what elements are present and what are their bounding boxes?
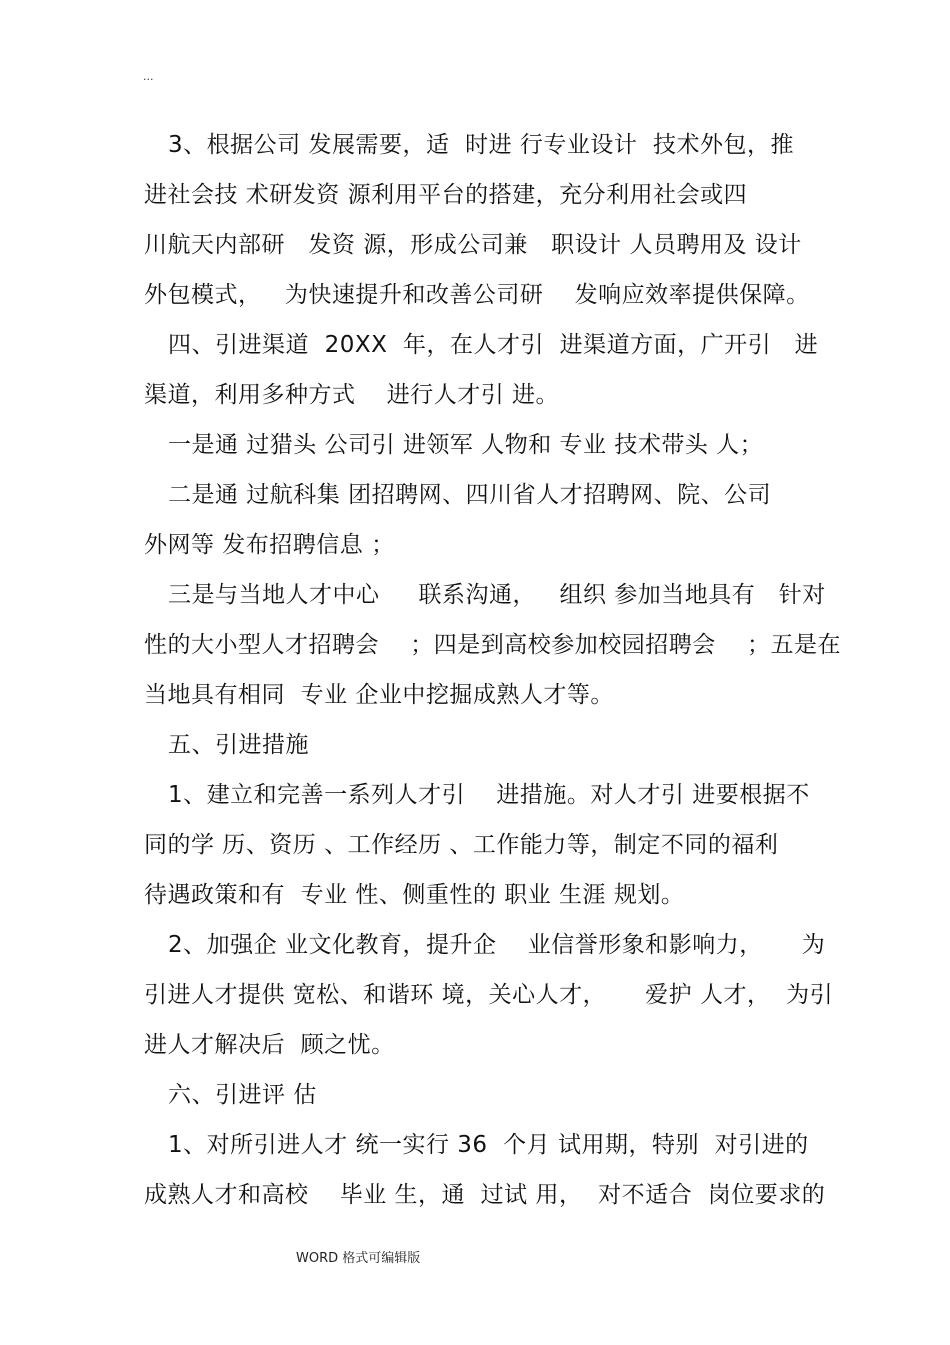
text-line: 一是通 过猎头 公司引 进领军 人物和 专业 技术带头 人； (168, 432, 764, 458)
text-line: 进人才解决后 顾之忧。 (144, 1032, 395, 1058)
text-line: 1、建立和完善一系列人才引 进措施。对人才引 进要根据不 (168, 782, 810, 808)
text-line: 性的大小型人才招聘会 ；四是到高校参加校园招聘会 ；五是在 (144, 632, 841, 658)
page-footer: WORD 格式可编辑版 (296, 1251, 421, 1266)
text-line: 外包模式， 为快速提升和改善公司研 发响应效率提供保障。 (144, 282, 810, 308)
page-header-mark: ... (143, 70, 154, 83)
section-heading-evaluation: 六、引进评 估 (168, 1082, 317, 1108)
text-line: 3、根据公司 发展需要，适 时进 行专业设计 技术外包，推 (168, 132, 794, 158)
section-heading-measures: 五、引进措施 (168, 732, 309, 758)
text-line: 进社会技 术研发资 源利用平台的搭建，充分利用社会或四 (144, 182, 748, 208)
text-line: 三是与当地人才中心 联系沟通， 组织 参加当地具有 针对 (168, 582, 826, 608)
text-line: 外网等 发布招聘信息 ； (144, 532, 395, 558)
text-line: 渠道，利用多种方式 进行人才引 进。 (144, 382, 560, 408)
text-line: 同的学 历、资历 、工作经历 、工作能力等，制定不同的福利 (144, 832, 779, 858)
text-line: 成熟人才和高校 毕业 生，通 过试 用， 对不适合 岗位要求的 (144, 1182, 826, 1208)
text-line: 二是通 过航科集 团招聘网、四川省人才招聘网、院、公司 (168, 482, 772, 508)
document-body (144, 120, 841, 1220)
text-line: 待遇政策和有 专业 性、侧重性的 职业 生涯 规划。 (144, 882, 685, 908)
text-line: 引进人才提供 宽松、和谐环 境，关心人才， 爱护 人才， 为引 (144, 982, 834, 1008)
text-line: 1、对所引进人才 统一实行 36 个月 试用期，特别 对引进的 (168, 1132, 809, 1158)
text-line: 当地具有相同 专业 企业中挖掘成熟人才等。 (144, 682, 614, 708)
section-heading-channels: 四、引进渠道 20XX 年，在人才引 进渠道方面，广开引 进 (168, 332, 819, 358)
text-line: 2、加强企 业文化教育，提升企 业信誉形象和影响力， 为 (168, 932, 826, 958)
text-line: 川航天内部研 发资 源，形成公司兼 职设计 人员聘用及 设计 (144, 232, 802, 258)
